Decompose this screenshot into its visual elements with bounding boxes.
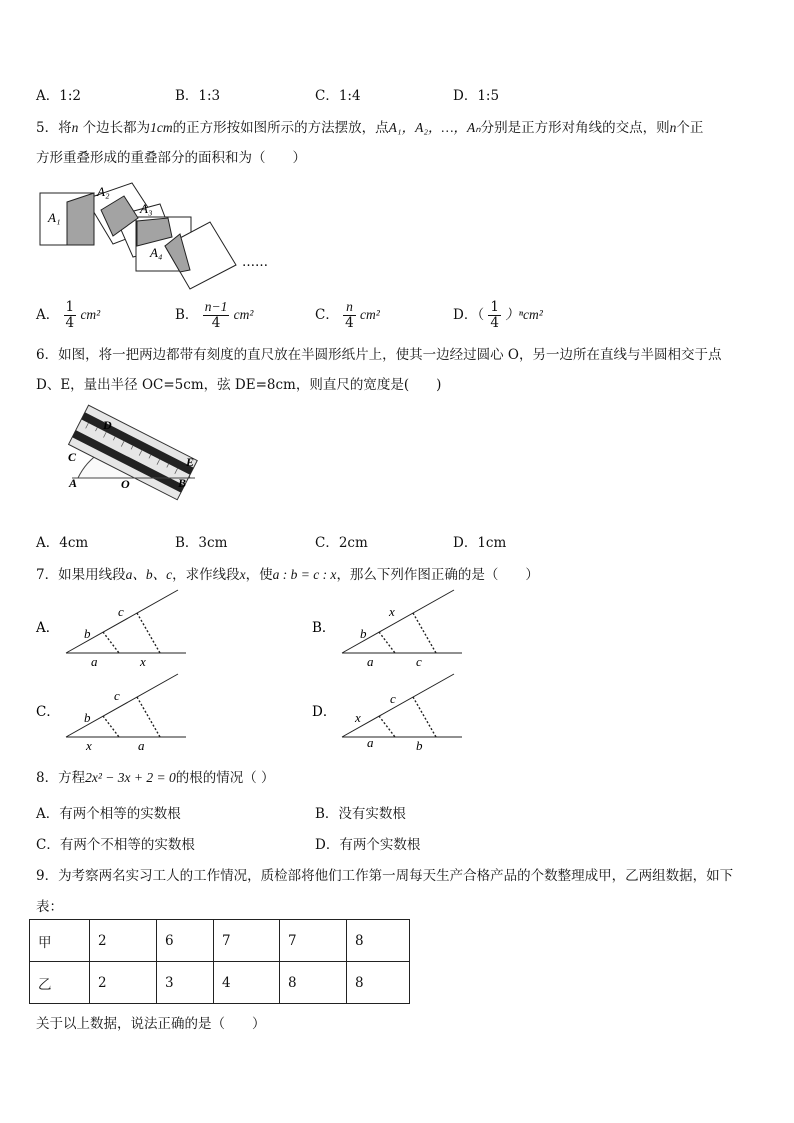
table-cell: 6 <box>157 920 214 962</box>
q6-option-d: D．1cm <box>453 535 507 551</box>
q7-fig-c-lower2: a <box>138 738 145 753</box>
q7-fig-d-upper1: x <box>355 710 361 725</box>
q4-option-d: D．1:5 <box>453 88 500 104</box>
q7-fig-c-option: C． <box>36 704 60 720</box>
q7-stem: 7．如果用线段a、b、c，求作线段x，使a : b = c : x，那么下列作图正确的是（ ） <box>36 567 539 583</box>
q6-stem-line1: 6．如图，将一把两边都带有刻度的直尺放在半圆形纸片上，使其一边经过圆心 O，另一边所在直线与半圆相交于点 <box>36 347 722 363</box>
q7-fig-d-option: D． <box>312 704 337 720</box>
q7-fig-c-upper1: b <box>84 710 91 725</box>
q7-fig-d-lower1: a <box>367 735 374 750</box>
table-cell: 乙 <box>30 962 90 1004</box>
q5-label-a3: A₃ <box>140 201 153 216</box>
q7-fig-c-upper2: c <box>114 688 120 703</box>
q4-option-b: B．1:3 <box>175 88 221 104</box>
q7-fig-b-lower1: a <box>367 654 374 669</box>
q7-fig-d-upper2: c <box>390 691 396 706</box>
q7-fig-b-upper1: b <box>360 626 367 641</box>
q5-option-a: A． $\frac{1}{4}$ cm² <box>36 299 101 331</box>
q8-stem: 8．方程2x² − 3x + 2 = 0的根的情况（ ） <box>36 770 275 786</box>
table-cell: 4 <box>214 962 280 1004</box>
q7-fig-a-lower1: a <box>91 654 98 669</box>
q6-label-e: E <box>186 455 195 469</box>
q5-option-c: C． $\frac{n}{4}$ cm² <box>315 299 380 331</box>
table-cell: 7 <box>214 920 280 962</box>
table-cell: 3 <box>157 962 214 1004</box>
q5-stem-line2: 方形重叠形成的重叠部分的面积和为（ ） <box>36 150 306 166</box>
q9-stem-line2: 表： <box>36 899 63 915</box>
q7-fig-b-upper2: x <box>389 604 395 619</box>
q6-label-a: A <box>69 476 78 490</box>
q4-option-c: C．1:4 <box>315 88 361 104</box>
q9-data-table <box>29 919 410 1004</box>
q5-stem-line1: 5．将n 个边长都为1cm的正方形按如图所示的方法摆放，点A₁，A₂，…，Aₙ分别是正方形对角线的交点，则n个正 <box>36 120 704 136</box>
q8-option-b: B．没有实数根 <box>315 806 406 822</box>
table-cell: 甲 <box>30 920 90 962</box>
q7-fig-a-upper1: b <box>84 626 91 641</box>
table-row <box>30 920 410 962</box>
q9-stem-line1: 9．为考察两名实习工人的工作情况，质检部将他们工作第一周每天生产合格产品的个数整理成甲，乙两组数据，如下 <box>36 868 734 884</box>
q6-option-b: B．3cm <box>175 535 228 551</box>
q6-option-c: C．2cm <box>315 535 368 551</box>
q6-option-a: A．4cm <box>36 535 89 551</box>
q5-option-b: B． $\frac{n-1}{4}$ cm² <box>175 299 254 331</box>
q7-fig-b-lower2: c <box>416 654 422 669</box>
q4-option-a: A．1:2 <box>36 88 81 104</box>
q8-option-c: C．有两个不相等的实数根 <box>36 837 195 853</box>
q5-label-a2: A₂ <box>97 184 110 199</box>
q7-fig-b-option: B． <box>312 620 336 636</box>
q5-label-a4: A₄ <box>150 245 163 260</box>
table-cell: 2 <box>90 962 157 1004</box>
q7-fig-a-option: A． <box>36 620 60 636</box>
q6-label-d: D <box>103 418 112 432</box>
table-cell: 8 <box>347 920 410 962</box>
table-row <box>30 962 410 1004</box>
q5-label-a1: A₁ <box>48 210 61 225</box>
q5-ellipsis: …… <box>242 255 268 270</box>
q7-fig-d-lower2: b <box>416 738 423 753</box>
q6-stem-line2: D、E，量出半径 OC=5cm，弦 DE=8cm，则直尺的宽度是( ) <box>36 377 442 393</box>
q7-fig-a-upper2: c <box>118 604 124 619</box>
table-cell: 8 <box>280 962 347 1004</box>
table-cell: 7 <box>280 920 347 962</box>
q7-fig-a-lower2: x <box>140 654 146 669</box>
q5-option-d: D．（ $\frac{1}{4}$ ）ⁿcm² <box>453 299 543 331</box>
q9-question: 关于以上数据，说法正确的是（ ） <box>36 1016 266 1032</box>
q6-label-o: O <box>121 477 130 491</box>
q6-label-b: B <box>178 476 187 490</box>
q8-option-d: D．有两个实数根 <box>315 837 421 853</box>
q6-label-c: C <box>68 450 77 464</box>
table-cell: 8 <box>347 962 410 1004</box>
q7-fig-c-lower1: x <box>86 738 92 753</box>
table-cell: 2 <box>90 920 157 962</box>
q8-option-a: A．有两个相等的实数根 <box>36 806 181 822</box>
